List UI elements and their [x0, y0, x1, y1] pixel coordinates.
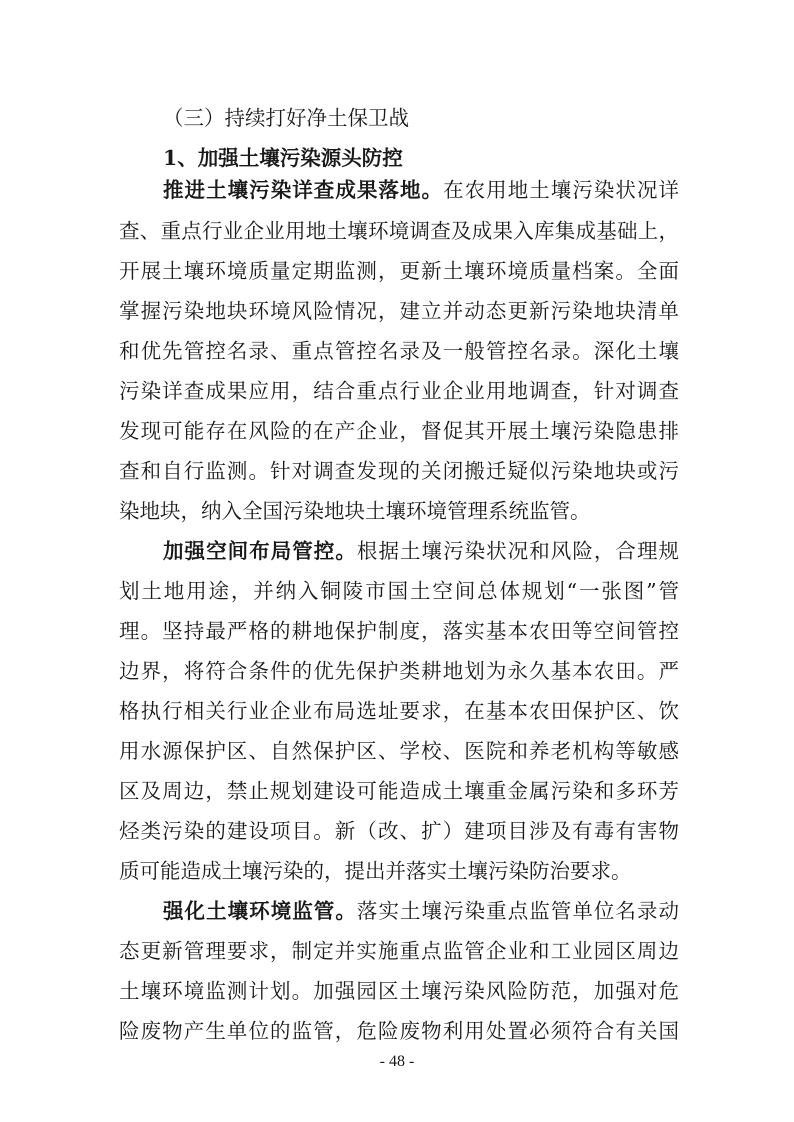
paragraph-line: 划土地用途，并纳入铜陵市国土空间总体规划“一张图”管 [119, 579, 679, 603]
paragraph-line: 查、重点行业企业用地土壤环境调查及成果入库集成基础上， [119, 219, 679, 243]
paragraph-1-text: 在农用地土壤污染状况详 [443, 178, 680, 202]
paragraph-line: 查和自行监测。针对调查发现的关闭搬迁疑似污染地块或污 [119, 459, 679, 483]
paragraph-line: 区及周边，禁止规划建设可能造成土壤重金属污染和多环芳 [119, 779, 679, 803]
paragraph-1-lead: 推进土壤污染详查成果落地。 [163, 178, 444, 202]
paragraph-line: 质可能造成土壤污染的，提出并落实土壤污染防治要求。 [119, 859, 632, 883]
paragraph-line: 烃类污染的建设项目。新（改、扩）建项目涉及有毒有害物 [119, 819, 679, 843]
paragraph-line: 和优先管控名录、重点管控名录及一般管控名录。深化土壤 [119, 339, 679, 363]
paragraph-3-line-1 [163, 896, 679, 926]
paragraph-2-line-1 [163, 536, 679, 566]
paragraph-line: 态更新管理要求，制定并实施重点监管企业和工业园区周边 [119, 939, 679, 963]
paragraph-line: 格执行相关行业企业布局选址要求，在基本农田保护区、饮 [119, 699, 679, 723]
paragraph-3-lead: 强化土壤环境监管。 [163, 899, 357, 923]
paragraph-2-lead: 加强空间布局管控。 [163, 539, 357, 563]
paragraph-line: 掌握污染地块环境风险情况，建立并动态更新污染地块清单 [119, 299, 679, 323]
paragraph-line: 染地块，纳入全国污染地块土壤环境管理系统监管。 [119, 499, 591, 523]
paragraph-line: 用水源保护区、自然保护区、学校、医院和养老机构等敏感 [119, 739, 679, 763]
paragraph-line: 开展土壤环境质量定期监测，更新土壤环境质量档案。全面 [119, 259, 679, 283]
paragraph-3-text: 落实土壤污染重点监管单位名录动 [356, 899, 680, 923]
paragraph-1-line-1 [163, 175, 679, 205]
section-heading: （三）持续打好净土保卫战 [163, 106, 409, 130]
paragraph-line: 理。坚持最严格的耕地保护制度，落实基本农田等空间管控 [119, 619, 679, 643]
paragraph-line: 险废物产生单位的监管，危险废物利用处置必须符合有关国 [119, 1019, 679, 1043]
paragraph-line: 土壤环境监测计划。加强园区土壤污染风险防范，加强对危 [119, 979, 679, 1003]
paragraph-line: 发现可能存在风险的在产企业，督促其开展土壤污染隐患排 [119, 419, 679, 443]
paragraph-2-text: 根据土壤污染状况和风险，合理规 [356, 539, 680, 563]
subsection-heading: 1、加强土壤污染源头防控 [163, 146, 403, 170]
paragraph-line: 边界，将符合条件的优先保护类耕地划为永久基本农田。严 [119, 659, 679, 683]
page-number: - 48 - [379, 1053, 415, 1070]
paragraph-line: 污染详查成果应用，结合重点行业企业用地调查，针对调查 [119, 379, 679, 403]
